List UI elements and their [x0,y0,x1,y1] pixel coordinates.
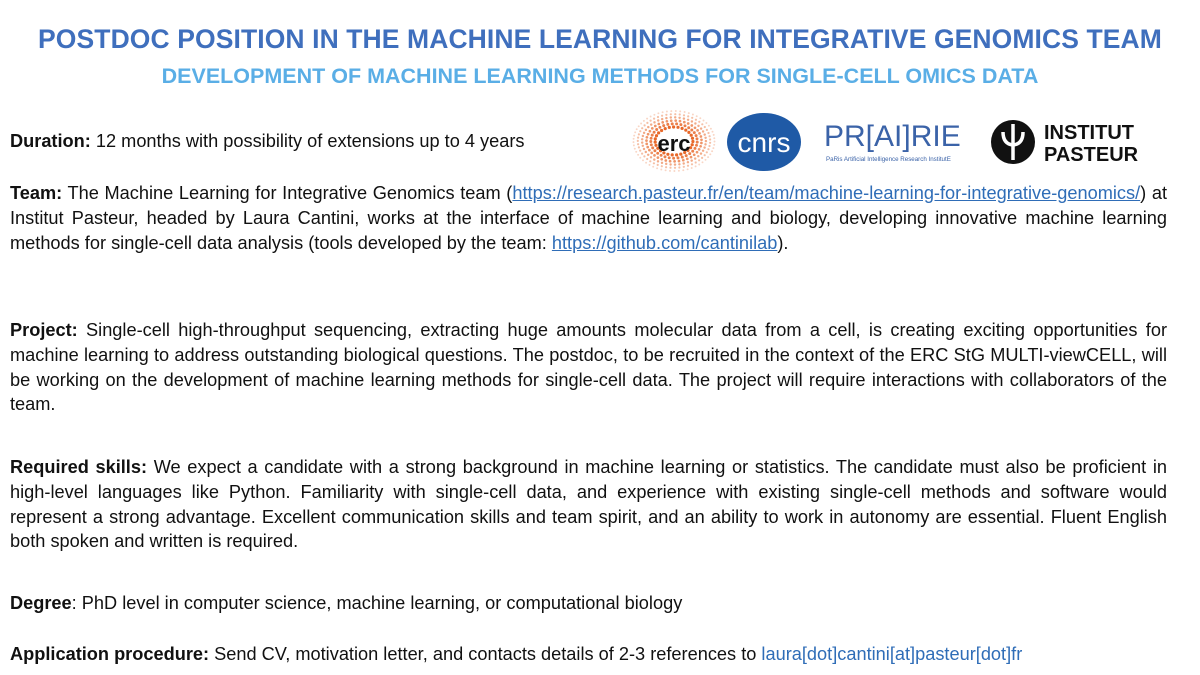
erc-halo-dot [678,160,681,163]
duration-label: Duration: [10,131,91,151]
erc-halo-dot [674,163,676,165]
erc-logo-text: erc [657,131,691,156]
erc-halo-dot [690,159,692,161]
erc-halo-dot [679,123,682,126]
erc-halo-dot [702,161,704,163]
erc-halo-dot [705,140,707,142]
erc-halo-dot [668,126,671,129]
erc-halo-dot [678,117,680,119]
erc-halo-dot [654,125,657,128]
erc-halo-dot [690,129,693,132]
erc-halo-dot [666,120,669,123]
erc-halo-dot [704,143,706,145]
erc-halo-dot [674,119,677,122]
erc-halo-dot [662,124,665,127]
erc-halo-dot [657,164,659,166]
erc-logo [630,110,718,172]
erc-halo-dot [696,137,699,140]
erc-halo-dot [649,119,651,121]
erc-halo-dot [712,131,714,133]
erc-halo-dot [701,123,703,125]
erc-halo-dot [646,136,649,139]
erc-halo-dot [641,141,643,143]
project-section [10,318,1167,417]
erc-halo-dot [695,119,697,121]
erc-halo-dot [637,136,639,138]
erc-halo-dot [683,121,686,124]
erc-halo-dot [693,153,696,156]
erc-halo-dot [690,156,693,159]
erc-halo-dot [645,162,647,164]
erc-halo-dot [707,148,709,150]
erc-halo-dot [653,114,655,116]
erc-halo-dot [665,117,667,119]
erc-halo-dot [698,121,700,123]
erc-halo-dot [638,146,640,148]
erc-halo-dot [708,135,710,137]
erc-halo-dot [684,111,686,113]
team-text-3: ). [777,232,789,253]
pasteur-line2: PASTEUR [1044,144,1139,166]
erc-halo-dot [670,110,672,112]
erc-halo-dot [668,156,671,159]
application-label: Application procedure: [10,644,210,664]
erc-halo-dot [704,126,706,128]
erc-halo-dot [673,170,675,172]
erc-halo-dot [691,117,693,119]
erc-halo-dot [709,153,711,155]
erc-halo-dot [682,162,684,164]
erc-halo-dot [669,170,671,172]
erc-halo-dot [708,125,710,127]
erc-halo-dot [671,122,674,125]
erc-halo-dot [633,135,635,137]
erc-halo-dot [646,122,648,124]
erc-halo-dot [653,121,655,123]
erc-halo-dot [702,149,704,151]
duration-section [10,129,620,154]
erc-halo-dot [707,132,709,134]
erc-halo-dot [661,121,664,124]
team-website-link[interactable]: https://research.pasteur.fr/en/team/machine-learning-for-integrative-genomics/ [512,183,1141,203]
erc-halo-dot [645,143,648,146]
erc-halo-dot [665,163,667,165]
erc-halo-dot [683,166,685,168]
erc-halo-dot [691,163,693,165]
erc-halo-dot [694,122,696,124]
erc-halo-dot [654,141,657,144]
erc-halo-dot [650,156,652,158]
erc-halo-dot [653,117,655,119]
degree-label: Degree [10,593,72,613]
erc-halo-dot [650,116,652,118]
institut-pasteur-logo [988,114,1158,170]
erc-halo-dot [691,150,694,153]
erc-halo-dot [647,154,649,156]
skills-section [10,455,1167,554]
erc-halo-dot [665,166,667,168]
erc-halo-dot [698,132,701,135]
erc-halo-dot [690,124,693,127]
erc-halo-dot [686,158,689,161]
team-text-2: ) at Institut Pasteur, headed by Laura Cantini, works at the interface of machine learning and biology, developing innovative machine learning methods for single-cell data analysis (tools developed by the team: [10,183,1168,253]
erc-halo-dot [672,157,675,160]
erc-halo-dot [699,117,701,119]
erc-halo-dot [666,111,668,113]
erc-halo-dot [687,165,689,167]
prairie-logo [822,116,972,166]
erc-halo-dot [653,131,656,134]
erc-halo-dot [635,151,637,153]
erc-halo-dot [657,116,659,118]
duration-text: 12 months with possibility of extensions up to 4 years [90,131,525,151]
degree-section [10,591,1167,616]
erc-halo-dot [670,119,673,122]
erc-halo-dot [645,139,648,142]
erc-halo-dot [649,140,652,143]
erc-halo-dot [710,128,712,130]
erc-halo-dot [633,144,635,146]
erc-halo-dot [674,167,676,169]
erc-halo-dot [670,113,672,115]
erc-halo-dot [706,151,708,153]
erc-halo-dot [713,137,715,139]
erc-halo-dot [634,131,636,133]
erc-halo-dot [682,169,684,171]
erc-halo-dot [687,168,689,170]
erc-halo-dot [694,126,697,129]
erc-halo-dot [672,125,675,128]
erc-halo-dot [688,112,690,114]
erc-halo-dot [683,117,685,119]
erc-halo-dot [657,156,660,159]
erc-halo-dot [638,133,640,135]
erc-halo-dot [654,137,657,140]
erc-halo-dot [634,148,636,150]
erc-halo-dot [660,169,662,171]
erc-halo-dot [661,118,663,120]
erc-halo-dot [639,130,641,132]
erc-halo-dot [643,155,645,157]
erc-halo-dot [669,163,671,165]
erc-halo-dot [700,138,703,141]
erc-halo-dot [706,129,708,131]
erc-halo-dot [651,146,654,149]
erc-halo-dot [646,158,648,160]
erc-halo-dot [696,129,699,132]
erc-halo-dot [681,156,684,159]
erc-halo-dot [700,127,702,129]
erc-halo-dot [708,145,710,147]
cnrs-logo [724,112,804,172]
erc-halo-dot [709,142,711,144]
erc-halo-dot [652,166,654,168]
erc-halo-dot [700,135,703,138]
erc-halo-dot [670,116,672,118]
erc-halo-dot [709,138,711,140]
application-section [10,642,1167,667]
erc-halo-dot [662,111,664,113]
application-text: Send CV, motivation letter, and contacts details of 2-3 references to [209,644,762,664]
erc-halo-dot [704,137,706,139]
team-label: Team: [10,183,63,203]
erc-halo-dot [650,152,653,155]
erc-halo-dot [661,115,663,117]
erc-halo-dot [643,148,645,150]
erc-halo-dot [679,113,681,115]
erc-halo-dot [704,154,706,156]
erc-halo-dot [701,157,703,159]
erc-halo-dot [661,162,663,164]
erc-halo-dot [666,123,669,126]
erc-halo-dot [691,120,693,122]
erc-halo-dot [639,157,641,159]
erc-halo-dot [643,132,645,134]
erc-halo-dot [647,126,649,128]
erc-halo-dot [633,141,635,143]
erc-halo-dot [692,114,694,116]
github-link[interactable]: https://github.com/cantinilab [551,232,778,253]
erc-halo-dot [691,143,694,146]
erc-halo-dot [647,133,650,136]
erc-halo-dot [640,123,642,125]
erc-halo-dot [661,165,663,167]
project-text: Single-cell high-throughput sequencing, extracting huge amounts molecular data from a cell, is creating exciting opportunities for machine learning to address outstanding biological questions. The postdoc, to be recruited in the context of the ERC StG MULTI-viewCELL, will be working on the development of machine learning methods for single-cell data. The project will require interactions with collaborators of the team. [10,320,1167,415]
erc-halo-dot [643,124,645,126]
erc-halo-dot [660,158,663,161]
erc-halo-dot [676,126,679,129]
erc-halo-dot [696,141,699,144]
erc-halo-dot [678,166,680,168]
erc-halo-dot [695,161,697,163]
erc-halo-dot [643,120,645,122]
erc-halo-dot [664,159,667,162]
erc-halo-dot [707,156,709,158]
erc-halo-dot [665,114,667,116]
erc-halo-dot [649,164,651,166]
erc-halo-dot [691,167,693,169]
pasteur-line1: INSTITUT [1044,122,1134,144]
erc-halo-dot [693,131,696,134]
cnrs-logo-text: cnrs [737,127,791,158]
erc-halo-dot [681,127,684,130]
erc-halo-dot [687,119,689,121]
erc-halo-dot [657,160,659,162]
erc-halo-dot [645,151,647,153]
erc-halo-dot [675,110,677,112]
erc-halo-dot [637,143,639,145]
skills-label: Required skills: [10,457,148,477]
logo-strip [630,110,1160,170]
erc-halo-dot [700,142,703,145]
erc-halo-dot [633,138,635,140]
erc-halo-dot [646,146,649,149]
erc-halo-dot [637,140,639,142]
contact-email[interactable]: laura[dot]cantini[at]pasteur[dot]fr [761,644,1023,664]
erc-halo-dot [656,167,658,169]
erc-halo-dot [702,130,704,132]
erc-halo-dot [642,159,644,161]
erc-halo-dot [679,120,682,123]
erc-halo-dot [653,154,656,157]
erc-halo-dot [646,118,648,120]
erc-halo-dot [687,115,689,117]
project-label: Project: [10,320,78,340]
erc-halo-dot [674,116,676,118]
erc-halo-dot [703,133,705,135]
erc-halo-dot [683,114,685,116]
erc-halo-dot [696,151,699,154]
page-title: POSTDOC POSITION IN THE MACHINE LEARNING FOR INTEGRATIVE GENOMICS TEAM [38,24,1162,54]
erc-halo-dot [698,159,700,161]
erc-halo-dot [653,158,655,160]
erc-halo-dot [641,152,643,154]
prairie-logo-text: PR[AI]RIE [824,120,961,153]
erc-halo-dot [705,159,707,161]
erc-halo-dot [677,156,680,159]
erc-halo-dot [703,146,705,148]
erc-halo-dot [695,165,697,167]
erc-halo-dot [657,119,659,121]
erc-halo-dot [684,124,687,127]
erc-halo-dot [639,149,641,151]
erc-halo-dot [650,143,653,146]
erc-halo-dot [712,147,714,149]
erc-halo-dot [700,152,702,154]
erc-halo-dot [696,115,698,117]
erc-halo-dot [648,149,651,152]
erc-halo-dot [678,170,680,172]
erc-halo-dot [642,145,644,147]
erc-halo-dot [687,122,690,125]
erc-halo-dot [687,161,689,163]
erc-halo-dot [636,128,638,130]
erc-halo-dot [641,138,643,140]
erc-halo-dot [695,134,698,137]
erc-halo-dot [642,135,644,137]
erc-halo-dot [638,125,640,127]
erc-halo-dot [673,160,676,163]
erc-halo-dot [695,144,698,147]
erc-halo-dot [674,113,676,115]
erc-halo-dot [653,149,656,152]
erc-halo-dot [675,122,678,125]
erc-halo-dot [698,164,700,166]
erc-halo-dot [651,127,654,130]
erc-halo-dot [699,145,702,148]
erc-halo-dot [637,154,639,156]
erc-halo-dot [679,110,681,112]
erc-halo-dot [687,126,690,129]
erc-halo-dot [705,122,707,124]
erc-halo-dot [714,141,716,143]
erc-halo-dot [653,162,655,164]
erc-halo-dot [665,169,667,171]
erc-halo-dot [697,155,699,157]
erc-halo-dot [650,123,652,125]
erc-halo-dot [678,163,680,165]
erc-halo-dot [713,144,715,146]
erc-halo-dot [664,127,667,130]
erc-halo-dot [669,167,671,169]
erc-halo-dot [645,129,647,131]
erc-halo-dot [649,130,652,133]
erc-halo-dot [691,137,694,140]
team-text-1: The Machine Learning for Integrative Genomics team ( [62,183,513,203]
erc-halo-dot [650,137,653,140]
erc-halo-dot [698,148,701,151]
degree-text: : PhD level in computer science, machine learning, or computational biology [71,593,683,613]
erc-halo-dot [691,140,694,143]
page-subtitle: DEVELOPMENT OF MACHINE LEARNING METHODS FOR SINGLE-CELL OMICS DATA [161,64,1039,88]
erc-halo-dot [651,134,654,137]
erc-halo-dot [649,160,651,162]
skills-text: We expect a candidate with a strong background in machine learning or statistics. The candidate must also be proficient in high-level languages like Python. Familiarity with single-cell data, and experience with existing single-cell methods and software would represent a strong advantage. Excellent communication skills and team spirit, and an ability to work in autonomy are essential. Fluent English both spoken and written is required. [10,457,1167,552]
erc-halo-dot [641,127,643,129]
erc-halo-dot [713,134,715,136]
erc-halo-dot [697,125,699,127]
erc-halo-dot [669,160,672,163]
erc-halo-dot [657,123,660,126]
erc-halo-dot [694,147,697,150]
erc-halo-dot [682,159,685,162]
team-section [10,181,1167,255]
erc-halo-dot [703,120,705,122]
prairie-tagline: PaRis Artificial Intelligence Research InstitutE [826,156,951,163]
erc-halo-dot [657,112,659,114]
erc-halo-dot [694,157,696,159]
erc-halo-dot [658,126,661,129]
erc-halo-dot [711,150,713,152]
